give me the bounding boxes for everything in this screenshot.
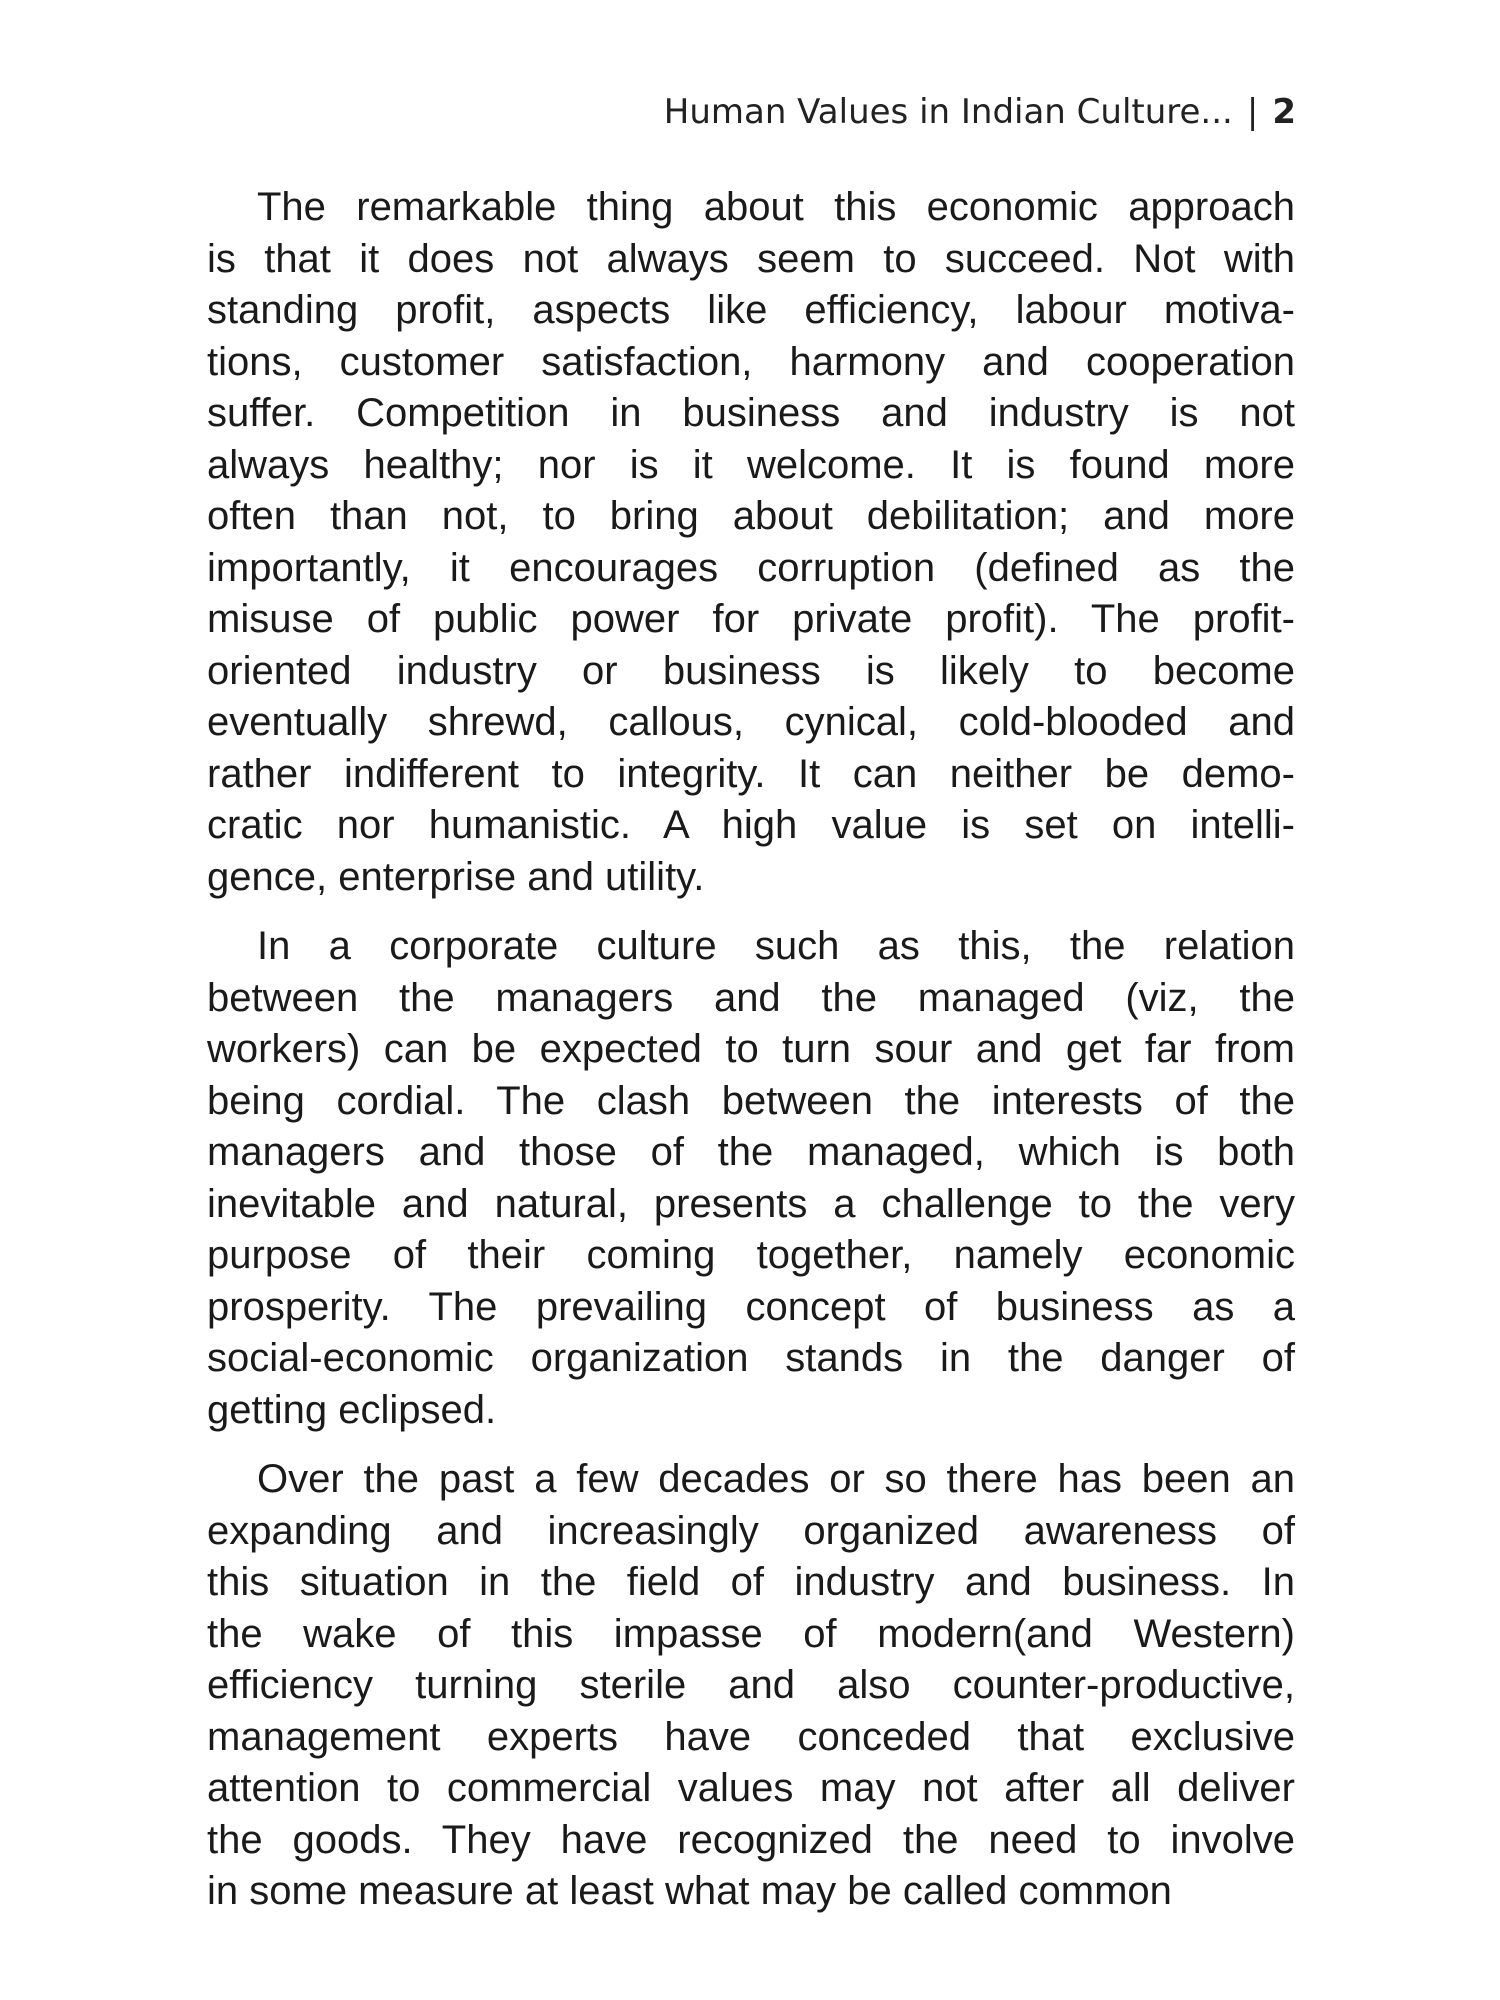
paragraph (207, 1454, 1295, 1918)
page-number: 2 (1272, 92, 1296, 132)
text-line: oriented industry or business is likely to become (207, 648, 1295, 693)
text-line: often than not, to bring about debilitation; and more (207, 494, 1295, 538)
text-line: social-economic organization stands in the danger of (207, 1336, 1295, 1380)
text-line: misuse of public power for private profit). The profit- (207, 597, 1295, 641)
text-line: importantly, it encourages corruption (defined as the (207, 545, 1295, 590)
text-line: rather indifferent to integrity. It can neither be demo- (207, 751, 1295, 796)
text-line: between the managers and the managed (viz, the (207, 975, 1295, 1020)
text-line: the goods. They have recognized the need to involve (207, 1817, 1295, 1862)
running-header (664, 92, 1296, 132)
text-line: cratic nor humanistic. A high value is set on intelli- (207, 803, 1295, 847)
text-line: efficiency turning sterile and also counter-productive, (207, 1663, 1295, 1707)
text-line: The remarkable thing about this economic approach (257, 185, 1295, 229)
text-line: standing profit, aspects like efficiency, labour motiva- (207, 288, 1295, 332)
header-separator: | (1246, 92, 1259, 132)
paragraph (207, 921, 1295, 1436)
text-line: in some measure at least what may be called common (207, 1869, 1172, 1913)
text-line: management experts have conceded that exclusive (207, 1714, 1295, 1759)
text-line: purpose of their coming together, namely economic (207, 1233, 1295, 1277)
text-line: getting eclipsed. (207, 1387, 497, 1432)
text-line: expanding and increasingly organized awareness of (207, 1508, 1295, 1553)
text-line: managers and those of the managed, which is both (207, 1130, 1295, 1174)
paragraph (207, 182, 1295, 903)
text-line: inevitable and natural, presents a challenge to the very (207, 1181, 1295, 1226)
text-line: tions, customer satisfaction, harmony and cooperation (207, 339, 1295, 384)
text-line: this situation in the field of industry and business. In (207, 1560, 1295, 1604)
text-line: the wake of this impasse of modern(and Western) (207, 1611, 1295, 1656)
text-line: Over the past a few decades or so there has been an (257, 1457, 1295, 1501)
text-line: prosperity. The prevailing concept of business as a (207, 1284, 1295, 1329)
text-line: suffer. Competition in business and industry is not (207, 391, 1295, 435)
page-body (207, 182, 1295, 1936)
text-line: attention to commercial values may not after all deliver (207, 1766, 1295, 1810)
text-line: In a corporate culture such as this, the relation (257, 924, 1295, 968)
text-line: is that it does not always seem to succeed. Not with (207, 236, 1295, 281)
text-line: eventually shrewd, callous, cynical, cold-blooded and (207, 700, 1295, 744)
text-line: being cordial. The clash between the interests of the (207, 1078, 1295, 1123)
text-line: gence, enterprise and utility. (207, 854, 705, 899)
text-line: workers) can be expected to turn sour and get far from (207, 1027, 1295, 1071)
text-line: always healthy; nor is it welcome. It is found more (207, 442, 1295, 487)
header-title: Human Values in Indian Culture... (663, 92, 1233, 132)
